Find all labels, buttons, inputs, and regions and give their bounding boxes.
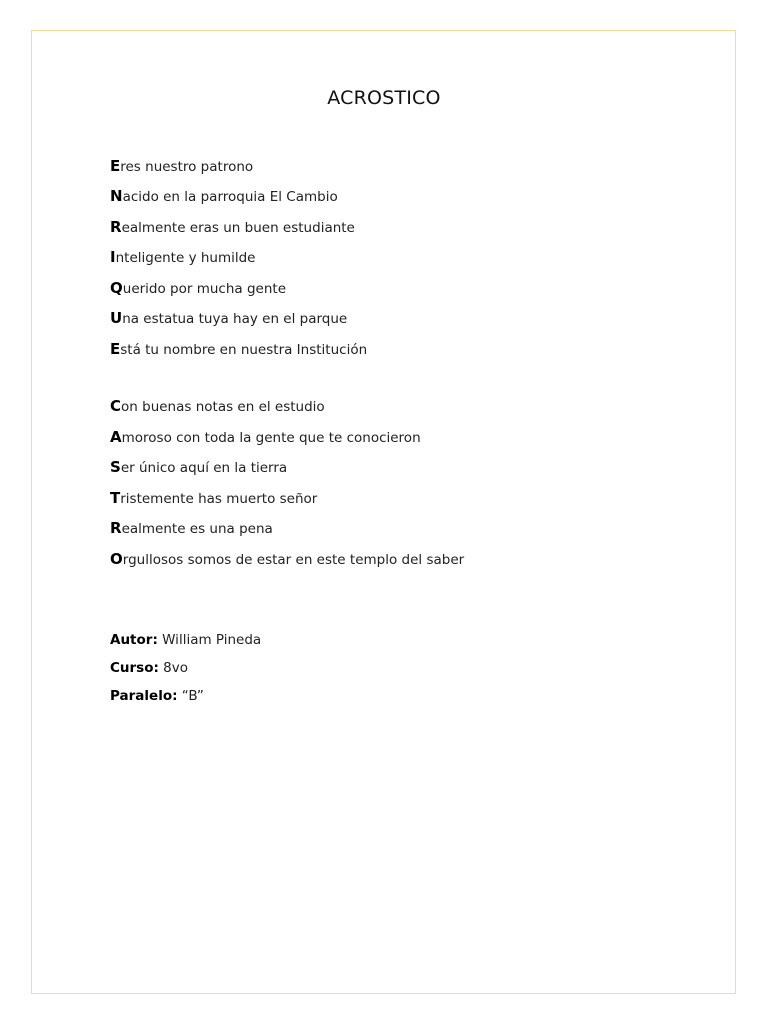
acrostic-line — [110, 340, 367, 358]
document-title: ACROSTICO — [327, 87, 441, 109]
acrostic-line-text: ealmente eras un buen estudiante — [121, 220, 355, 236]
acrostic-line-text: stá tu nombre en nuestra Institución — [120, 342, 368, 358]
parallel-label: Paralelo: — [110, 688, 178, 704]
author-value: William Pineda — [157, 632, 262, 648]
parallel-line — [110, 688, 204, 704]
acrostic-line — [110, 458, 287, 476]
course-line — [110, 660, 188, 676]
acrostic-line-text: acido en la parroquia El Cambio — [122, 189, 338, 205]
acrostic-line — [110, 519, 273, 537]
acrostic-line — [110, 157, 253, 175]
acrostic-line-text: on buenas notas en el estudio — [121, 399, 325, 415]
acrostic-line — [110, 187, 338, 205]
acrostic-line-text: nteligente y humilde — [115, 250, 256, 266]
author-line — [110, 632, 261, 648]
acrostic-line-text: er único aquí en la tierra — [120, 460, 288, 476]
acrostic-line-text: rgullosos somos de estar en este templo del saber — [122, 552, 465, 568]
acrostic-initial: O — [110, 550, 123, 568]
acrostic-line-text: na estatua tuya hay en el parque — [122, 311, 348, 327]
acrostic-line — [110, 218, 355, 236]
acrostic-initial: Q — [110, 279, 123, 297]
acrostic-initial: A — [110, 428, 122, 446]
acrostic-initial: R — [110, 519, 122, 537]
acrostic-line-text: ealmente es una pena — [121, 521, 273, 537]
acrostic-initial: R — [110, 218, 122, 236]
acrostic-line — [110, 397, 325, 415]
course-label: Curso: — [110, 660, 159, 676]
acrostic-line — [110, 279, 286, 297]
acrostic-initial: I — [110, 248, 116, 266]
acrostic-line — [110, 309, 347, 327]
acrostic-line — [110, 428, 421, 446]
acrostic-initial: C — [110, 397, 122, 415]
acrostic-line — [110, 489, 317, 507]
acrostic-initial: U — [110, 309, 123, 327]
course-value: 8vo — [158, 660, 189, 676]
acrostic-initial: E — [110, 157, 121, 175]
acrostic-line — [110, 248, 256, 266]
acrostic-line-text: uerido por mucha gente — [122, 281, 286, 297]
acrostic-initial: T — [110, 489, 121, 507]
acrostic-line-text: ristemente has muerto señor — [120, 491, 318, 507]
author-label: Autor: — [110, 632, 158, 648]
acrostic-line — [110, 550, 464, 568]
acrostic-initial: S — [110, 458, 121, 476]
acrostic-initial: E — [110, 340, 121, 358]
acrostic-initial: N — [110, 187, 123, 205]
acrostic-line-text: res nuestro patrono — [120, 159, 254, 175]
acrostic-line-text: moroso con toda la gente que te conocieron — [121, 430, 421, 446]
parallel-value: “B” — [177, 688, 204, 704]
